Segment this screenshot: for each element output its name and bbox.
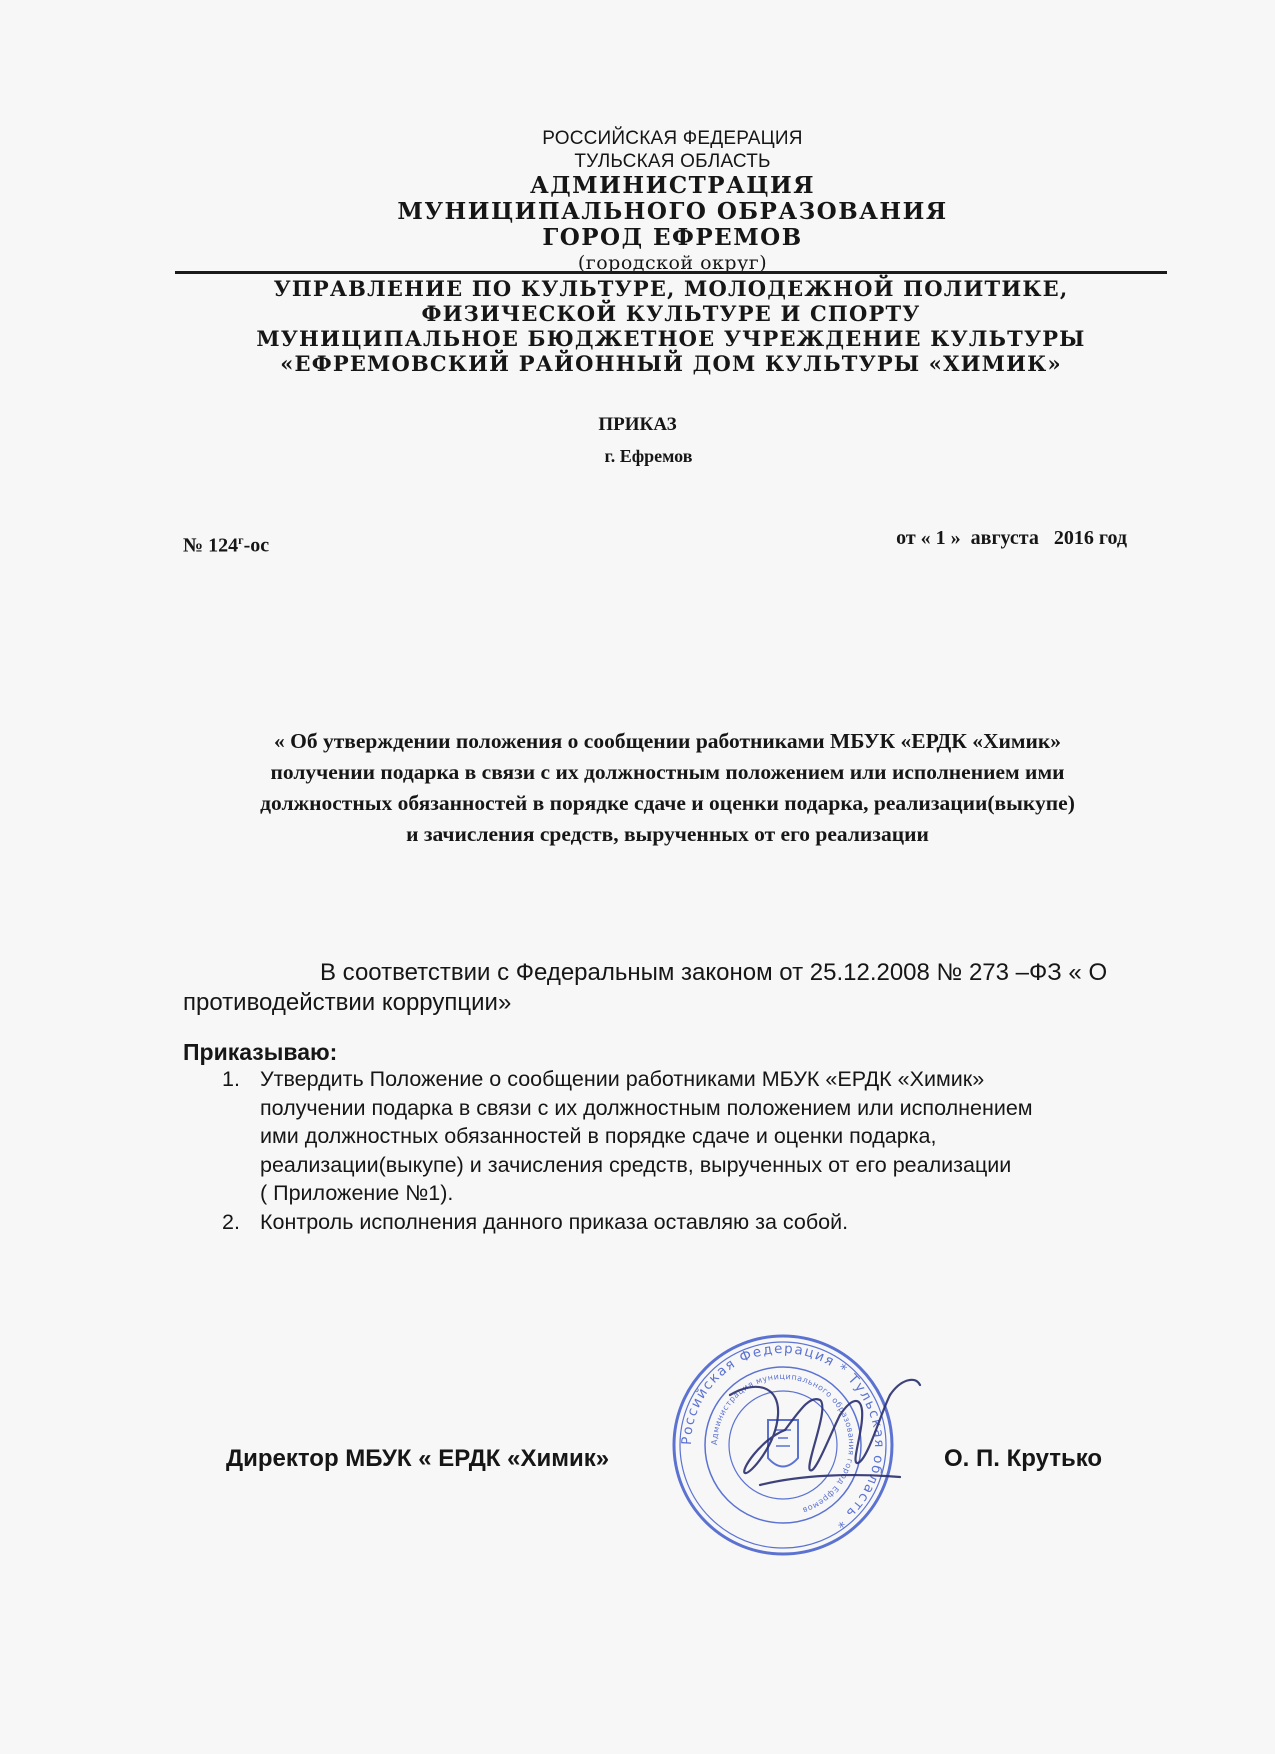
letterhead-country: РОССИЙСКАЯ ФЕДЕРАЦИЯ: [542, 128, 803, 149]
order-number: [183, 528, 269, 558]
list-item-line: реализации(выкупе) и зачисления средств, вырученных от его реализации: [260, 1152, 1012, 1177]
order-city: г. Ефремов: [604, 446, 693, 466]
stamp-inner-text: Администрация муниципального образования город Ефремов: [709, 1371, 857, 1516]
letterhead-municipality: МУНИЦИПАЛЬНОГО ОБРАЗОВАНИЯ: [397, 198, 948, 225]
list-item-line: получении подарка в связи с их должностным положением или исполнением: [260, 1095, 1033, 1120]
stamp-outer-text: Российская Федерация * Тульская область *: [678, 1340, 888, 1532]
department-line-2: ФИЗИЧЕСКОЙ КУЛЬТУРЕ И СПОРТУ: [421, 301, 921, 326]
list-item-number: 2.: [222, 1209, 240, 1234]
letterhead-city: ГОРОД ЕФРЕМОВ: [542, 224, 803, 251]
order-command: Приказываю:: [183, 1039, 338, 1065]
list-item-line: Контроль исполнения данного приказа оставляю за собой.: [260, 1209, 849, 1234]
list-item: [222, 1208, 1122, 1237]
department-line-1: УПРАВЛЕНИЕ ПО КУЛЬТУРЕ, МОЛОДЕЖНОЙ ПОЛИТИКЕ,: [273, 276, 1069, 301]
list-item-line: Утвердить Положение о сообщении работниками МБУК «ЕРДК «Химик»: [260, 1067, 985, 1091]
letterhead-region: ТУЛЬСКАЯ ОБЛАСТЬ: [574, 151, 771, 172]
subject-line-3: должностных обязанностей в порядке сдаче и оценки подарка, реализации(выкупе): [260, 791, 1075, 815]
signatory-name: О. П. Крутько: [944, 1445, 1103, 1472]
list-item-number: 1.: [222, 1067, 240, 1091]
order-number-suffix: -ос: [243, 534, 270, 557]
list-item-line: ( Приложение №1).: [260, 1181, 454, 1205]
letterhead-district: (городской округ): [577, 252, 768, 274]
signature-position: Директор МБУК « ЕРДК «Химик»: [226, 1445, 610, 1472]
order-items-list: [222, 1065, 1122, 1236]
department-block: [175, 276, 1167, 376]
subject-line-2: получении подарка в связи с их должностным положением или исполнением ими: [270, 760, 1065, 784]
order-number-sup: г: [238, 533, 244, 547]
order-preamble: [183, 958, 1163, 1018]
preamble-line-2: противодействии коррупции»: [183, 989, 512, 1016]
letterhead-divider: [175, 271, 1167, 274]
order-title: ПРИКАЗ: [598, 414, 677, 435]
department-line-3: МУНИЦИПАЛЬНОЕ БЮДЖЕТНОЕ УЧРЕЖДЕНИЕ КУЛЬТУРЫ: [256, 326, 1086, 351]
subject-line-1: « Об утверждении положения о сообщении работниками МБУК «ЕРДК «Химик»: [273, 729, 1062, 753]
order-subject: [175, 726, 1160, 850]
preamble-line-1: В соответствии с Федеральным законом от 25.12.2008 № 273 –ФЗ « О: [320, 959, 1108, 986]
letterhead: [180, 127, 1165, 275]
letterhead-administration: АДМИНИСТРАЦИЯ: [529, 172, 816, 199]
order-number-prefix: № 124: [183, 534, 239, 557]
subject-line-4: и зачисления средств, вырученных от его реализации: [406, 822, 929, 846]
order-date: от « 1 » августа 2016 год: [896, 527, 1127, 549]
handwritten-signature-icon: [700, 1355, 940, 1505]
department-line-4: «ЕФРЕМОВСКИЙ РАЙОННЫЙ ДОМ КУЛЬТУРЫ «ХИМИК»: [280, 351, 1062, 376]
list-item-line: ими должностных обязанностей в порядке сдаче и оценки подарка,: [260, 1124, 937, 1148]
list-item: [222, 1065, 1122, 1208]
